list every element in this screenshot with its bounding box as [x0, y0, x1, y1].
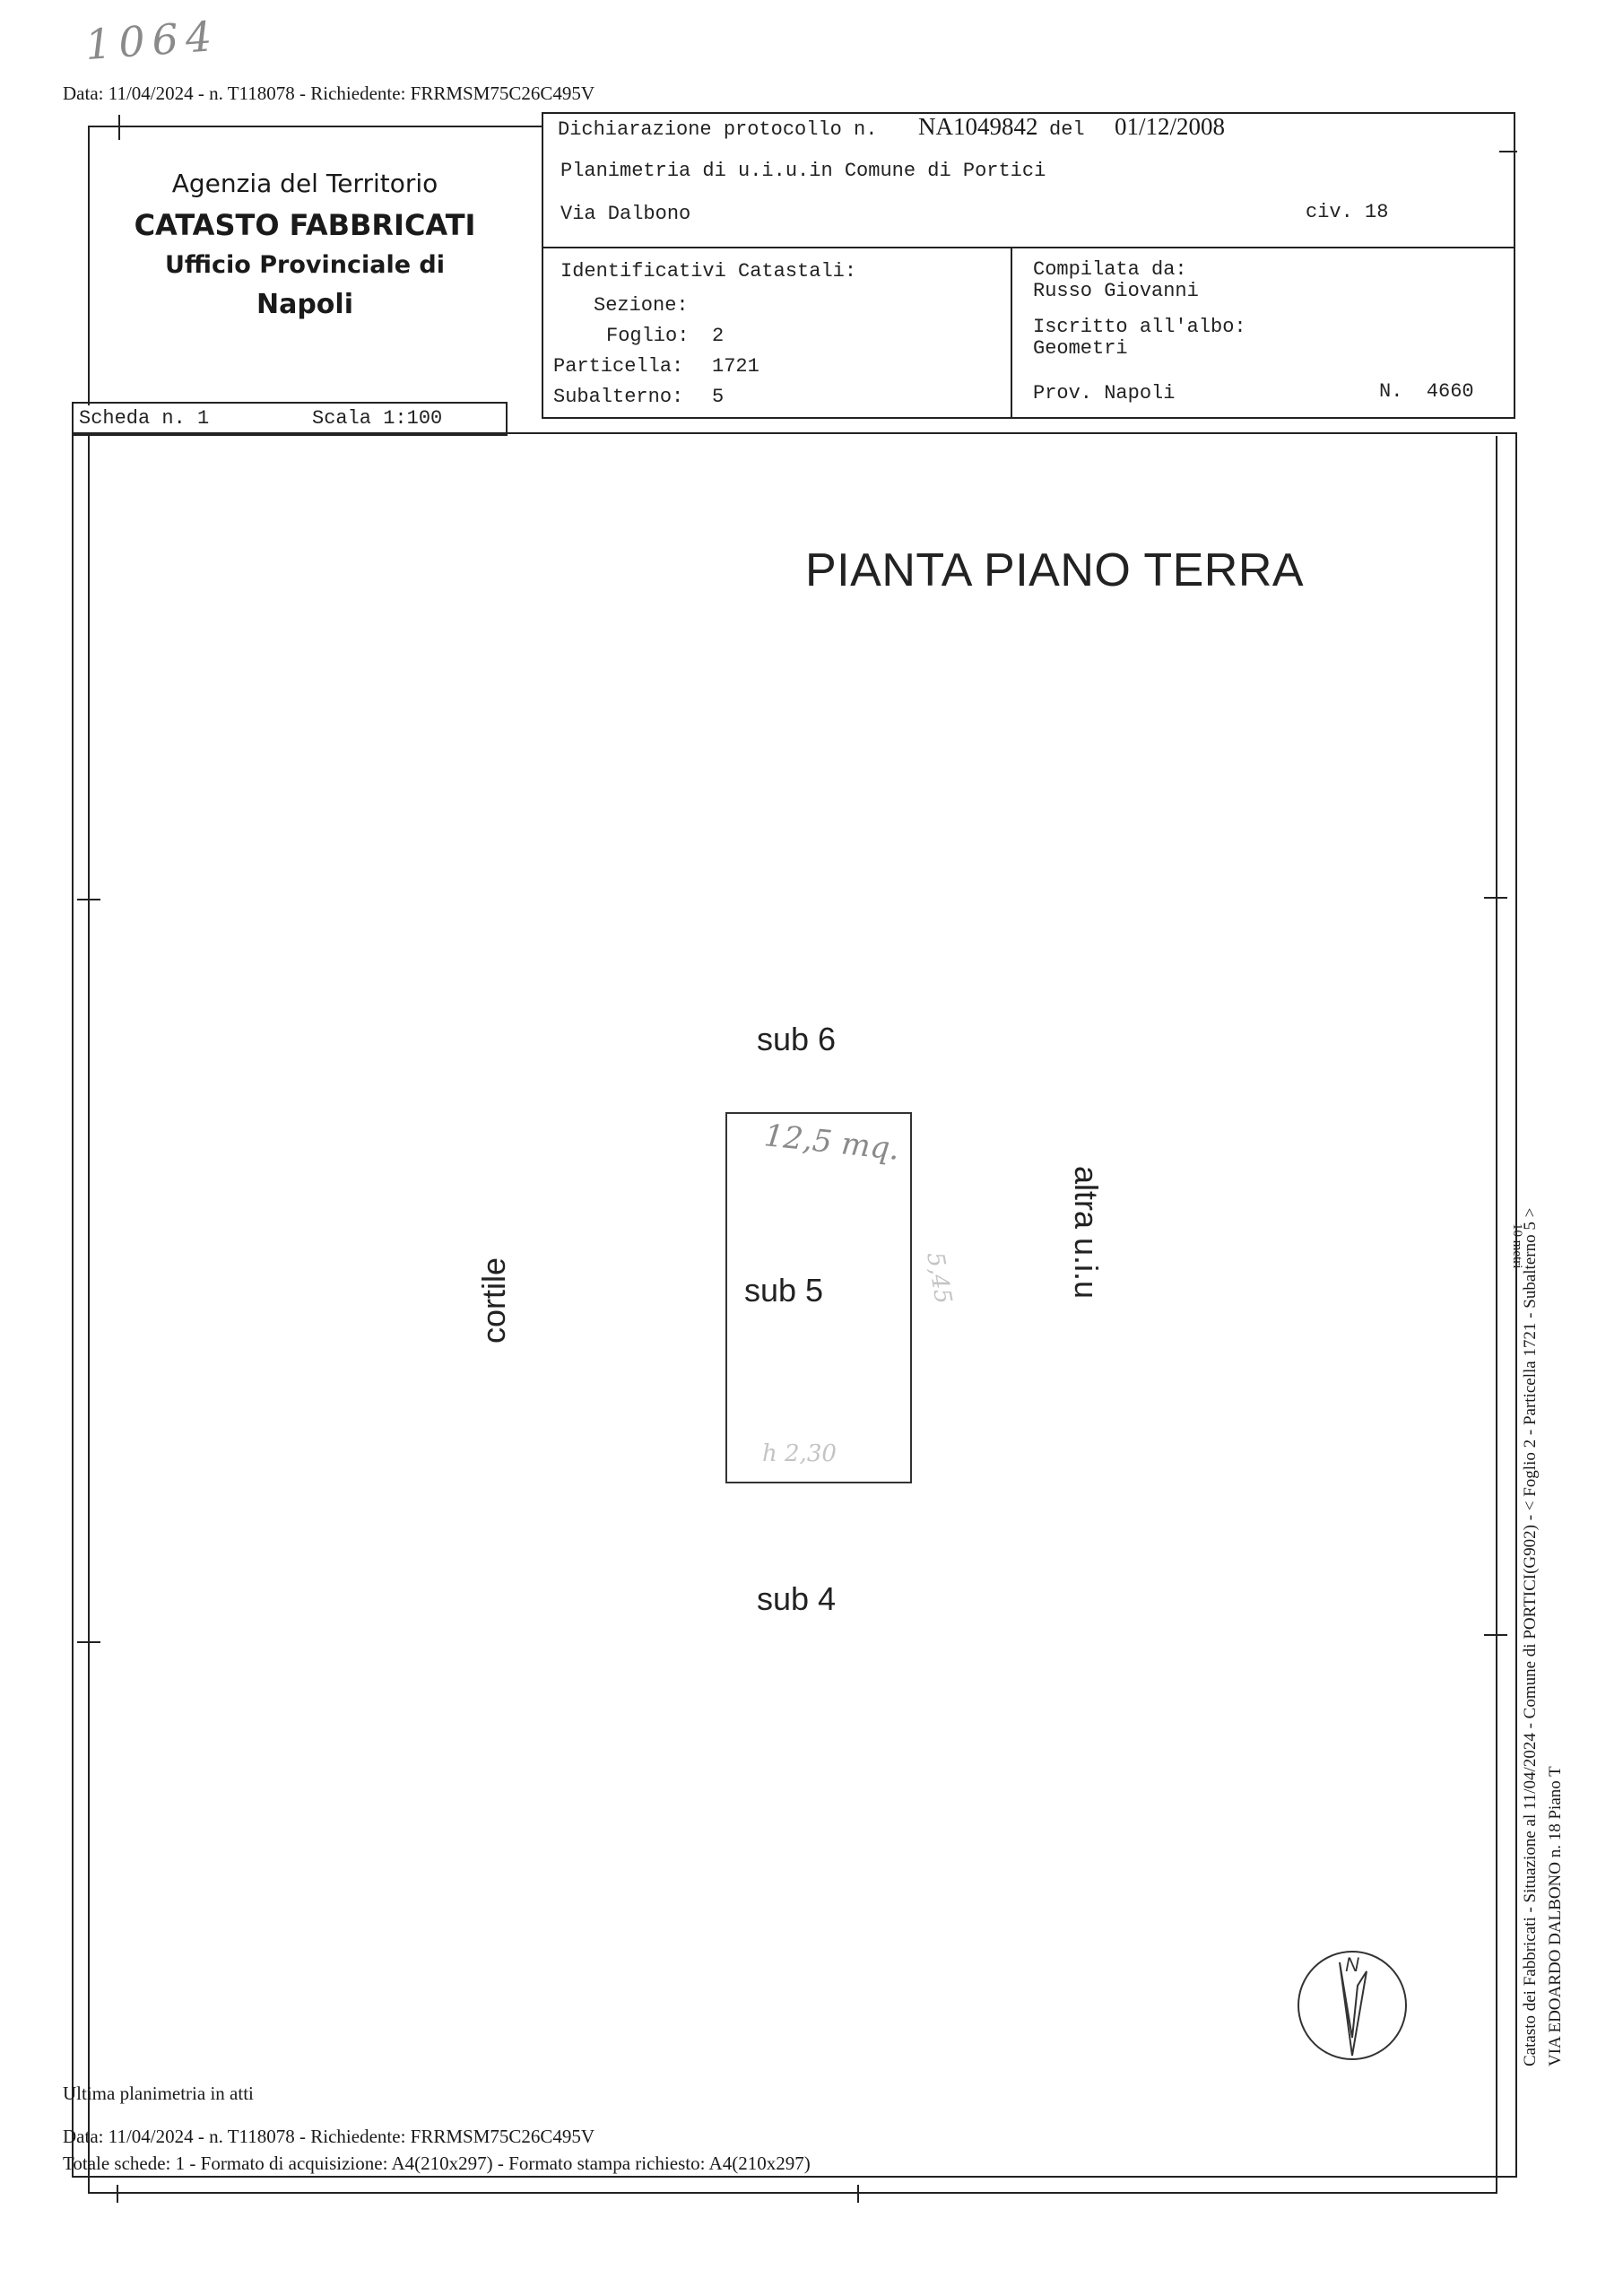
footer-totale-schede: Totale schede: 1 - Formato di acquisizione: A4(210x297) - Formato stampa richiesto: A4(210x297) — [63, 2152, 811, 2174]
identificativi-title: Identificativi Catastali: — [560, 260, 857, 283]
label-sub5: sub 5 — [744, 1272, 824, 1309]
sezione-label: Sezione: — [594, 294, 689, 317]
side-catasto-text: Catasto dei Fabbricati - Situazione al 11/04/2024 - Comune di PORTICI(G902) - < Foglio 2 - Particella 1721 - Subalterno 5 > — [1521, 1207, 1540, 2066]
handwritten-height: h 2,30 — [762, 1440, 837, 1467]
handwritten-side-note: 5,45 — [921, 1249, 957, 1307]
frame-top-left-horizontal — [88, 126, 542, 127]
albo-value: Geometri — [1033, 337, 1128, 360]
label-sub4: sub 4 — [757, 1580, 837, 1617]
info-box-divider-vertical — [1011, 247, 1012, 419]
frame-tick — [1484, 897, 1507, 899]
declaration-del: del — [1049, 118, 1085, 141]
frame-tick — [77, 899, 100, 900]
foglio-value: 2 — [712, 325, 725, 347]
ufficio-provinciale: Ufficio Provinciale di — [164, 251, 445, 279]
info-box-right-tick — [1499, 151, 1517, 152]
side-address-text: VIA EDOARDO DALBONO n. 18 Piano T — [1546, 1766, 1565, 2066]
frame-tick — [857, 2185, 859, 2203]
plan-title: PIANTA PIANO TERRA — [805, 544, 1305, 596]
frame-tick — [77, 1641, 100, 1643]
inner-frame-left — [88, 436, 90, 2192]
label-cortile: cortile — [475, 1257, 512, 1344]
north-arrow-icon — [1291, 1944, 1413, 2066]
declaration-number: NA1049842 — [918, 113, 1038, 140]
inner-frame-right — [1496, 436, 1497, 2192]
inner-frame-bottom — [88, 2192, 1497, 2194]
scheda-number: Scheda n. 1 — [79, 407, 210, 430]
scale-note: 10 metri — [1510, 1223, 1524, 1269]
declaration-label: Dichiarazione protocollo n. — [558, 118, 878, 141]
north-label: N — [1345, 1953, 1359, 1976]
subalterno-value: 5 — [712, 386, 725, 408]
header-request-line: Data: 11/04/2024 - n. T118078 - Richiedente: FRRMSM75C26C495V — [63, 83, 595, 104]
provincia-value: Prov. Napoli — [1033, 382, 1176, 404]
handwritten-area: 12,5 mq. — [762, 1118, 902, 1168]
foglio-label: Foglio: — [606, 325, 690, 347]
footer-request-line: Data: 11/04/2024 - n. T118078 - Richiedente: FRRMSM75C26C495V — [63, 2126, 595, 2147]
compilata-name: Russo Giovanni — [1033, 280, 1199, 302]
frame-tick — [117, 2185, 118, 2203]
declaration-date: 01/12/2008 — [1115, 113, 1226, 140]
handwritten-page-number: 1064 — [83, 11, 221, 70]
frame-left-vertical — [88, 126, 90, 405]
label-sub6: sub 6 — [757, 1021, 837, 1057]
compilata-title: Compilata da: — [1033, 258, 1187, 281]
provincia-napoli: Napoli — [256, 289, 353, 320]
agency-name: Agenzia del Territorio — [171, 169, 438, 198]
address-street: Via Dalbono — [560, 203, 691, 225]
particella-label: Particella: — [553, 355, 684, 378]
address-civic: civ. 18 — [1306, 201, 1389, 223]
footer-ultima-planimetria: Ultima planimetria in atti — [63, 2083, 254, 2104]
iscritto-label: Iscritto all'albo: — [1033, 316, 1246, 338]
frame-tick — [1484, 1634, 1507, 1636]
scheda-scale: Scala 1:100 — [312, 407, 443, 430]
particella-value: 1721 — [712, 355, 759, 378]
frame-tick — [118, 115, 120, 140]
planimetria-title: Planimetria di u.i.u.in Comune di Portici — [560, 160, 1046, 182]
subalterno-label: Subalterno: — [553, 386, 684, 408]
albo-number: N. 4660 — [1379, 380, 1474, 403]
catasto-fabbricati: CATASTO FABBRICATI — [134, 208, 476, 242]
label-altra-uiu: altra u.i.u — [1068, 1166, 1105, 1300]
info-box-divider-horizontal — [542, 247, 1515, 248]
